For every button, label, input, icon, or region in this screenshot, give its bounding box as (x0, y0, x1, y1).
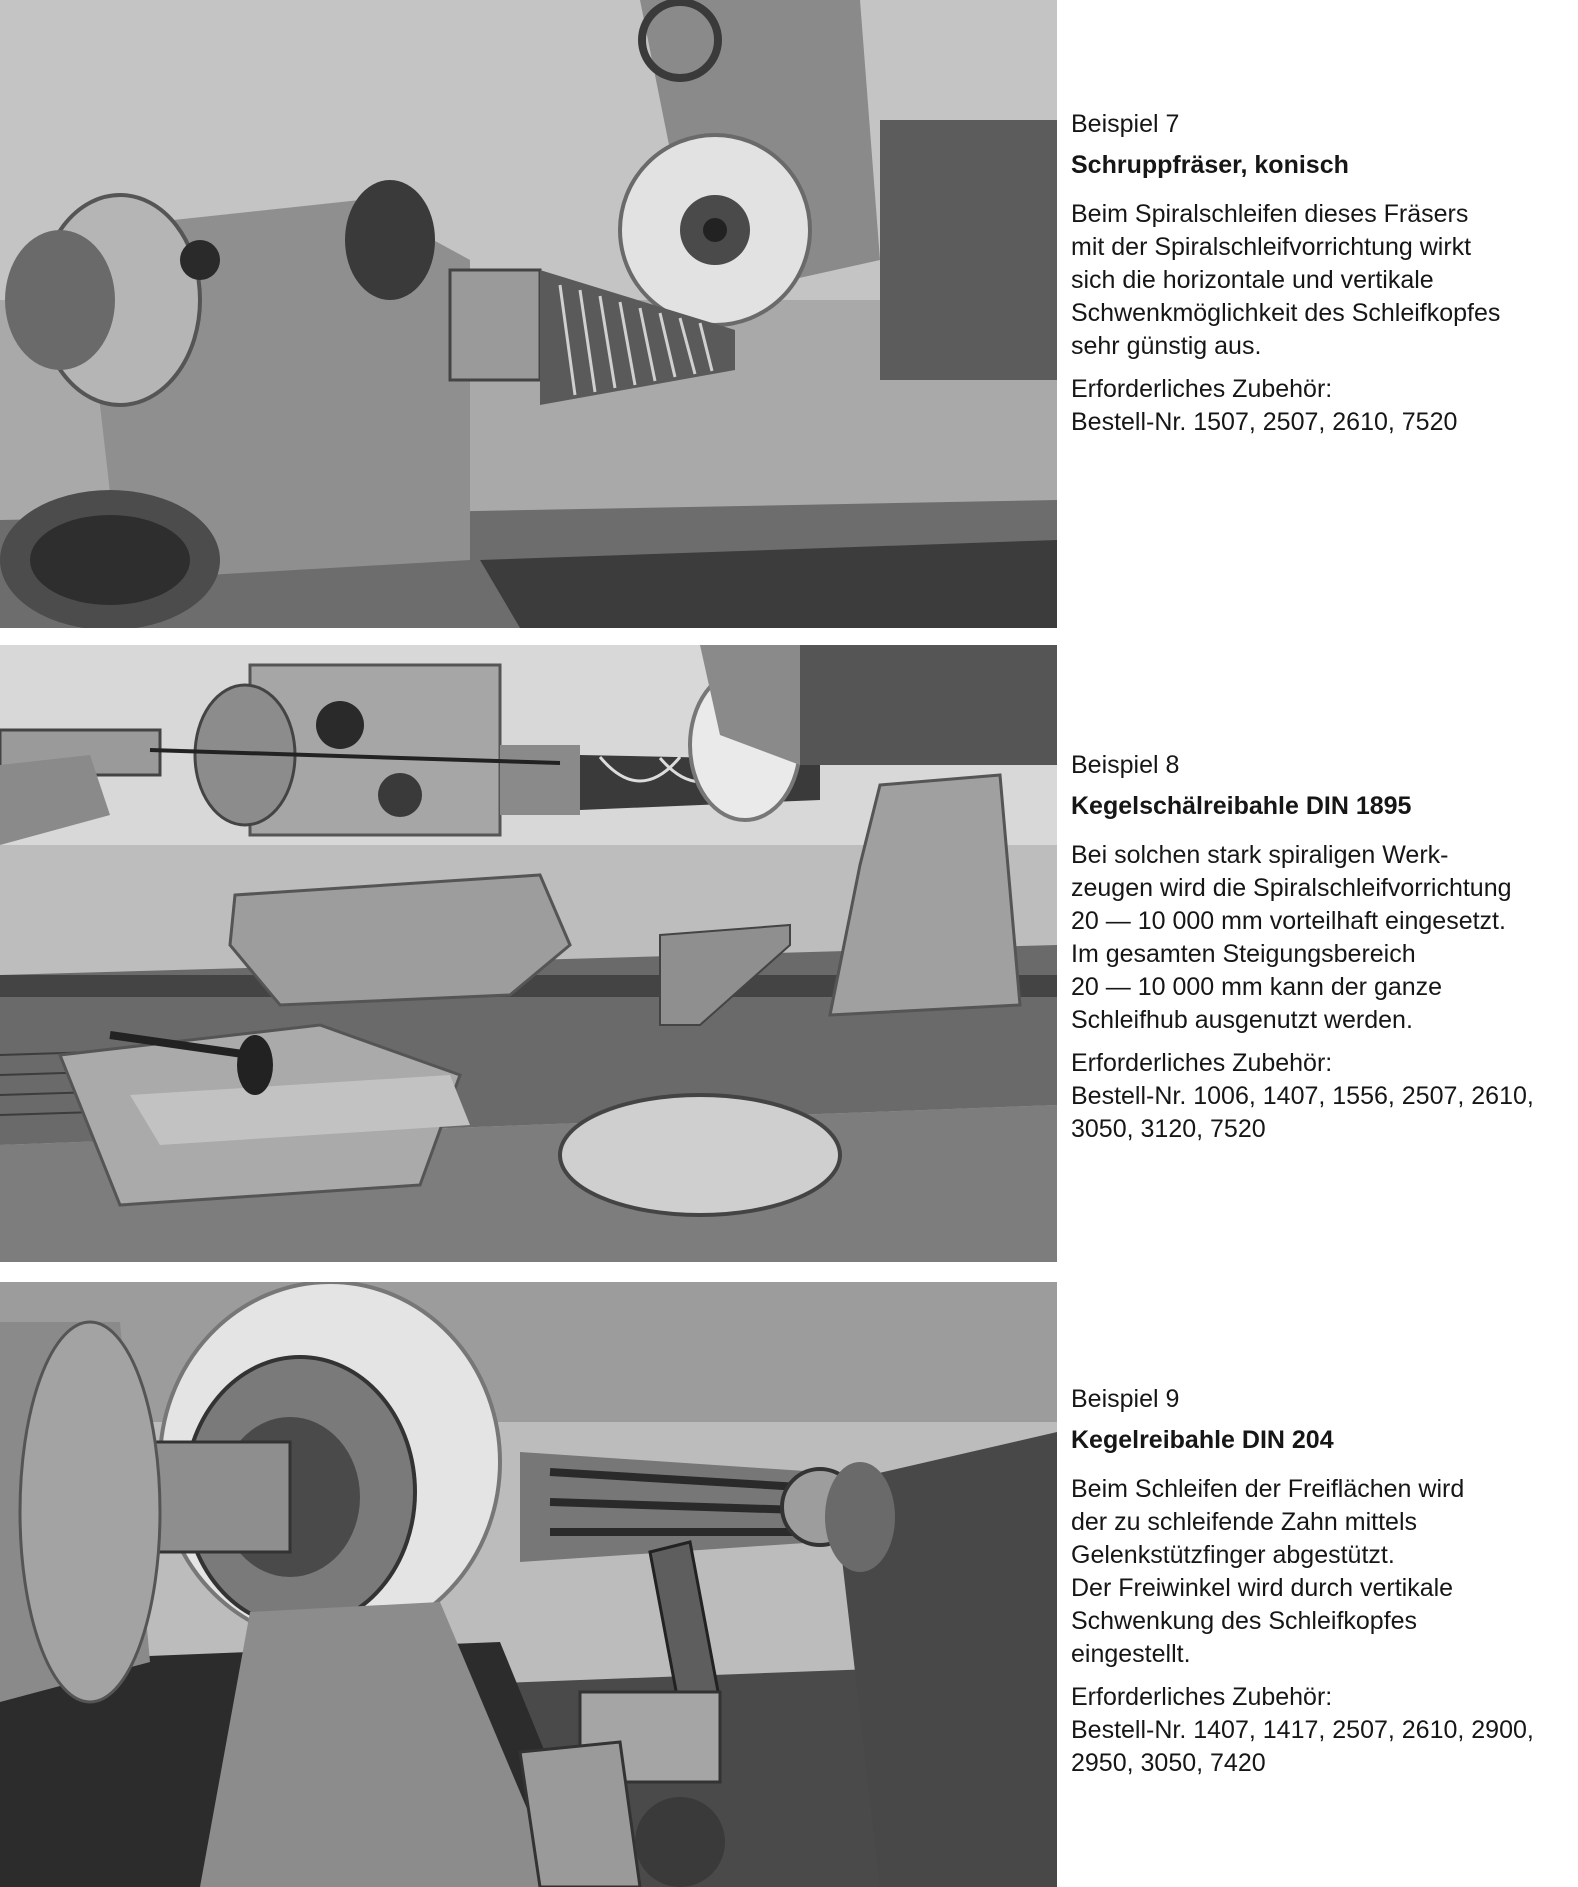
accessories-label: Erforderliches Zubehör: (1071, 375, 1333, 403)
accessories-label: Erforderliches Zubehör: (1071, 1683, 1333, 1711)
example-label: Beispiel 7 (1071, 110, 1180, 138)
example-label: Beispiel 8 (1071, 751, 1180, 779)
photo-example-7 (0, 0, 1057, 628)
caption-example-7 (1071, 108, 1571, 439)
example-title: Kegelschälreibahle DIN 1895 (1071, 792, 1412, 820)
example-title: Kegelreibahle DIN 204 (1071, 1426, 1334, 1454)
photo-example-9 (0, 1282, 1057, 1887)
example-description: Beim Schleifen der Freiflächen wird der zu schleifende Zahn mittels Gelenkstützfinger abgestützt. Der Freiwinkel wird durch vertikale Schwenkung des Schleifkopfes eingestellt. (1071, 1475, 1465, 1668)
example-description: Beim Spiralschleifen dieses Fräsers mit der Spiralschleifvorrichtung wirkt sich die horizontale und vertikale Schwenkmöglichkeit des Schleifkopfes sehr günstig aus. (1071, 200, 1501, 360)
example-label: Beispiel 9 (1071, 1385, 1180, 1413)
accessories-label: Erforderliches Zubehör: (1071, 1049, 1333, 1077)
photo-example-8 (0, 645, 1057, 1262)
caption-example-9 (1071, 1383, 1571, 1780)
order-numbers: Bestell-Nr. 1006, 1407, 1556, 2507, 2610, 3050, 3120, 7520 (1071, 1082, 1534, 1143)
caption-example-8 (1071, 749, 1571, 1146)
order-numbers: Bestell-Nr. 1507, 2507, 2610, 7520 (1071, 408, 1458, 436)
example-title: Schruppfräser, konisch (1071, 151, 1349, 179)
order-numbers: Bestell-Nr. 1407, 1417, 2507, 2610, 2900, 2950, 3050, 7420 (1071, 1716, 1534, 1777)
example-description: Bei solchen stark spiraligen Werk- zeugen wird die Spiralschleifvorrichtung 20 — 10 000 mm vorteilhaft eingesetzt. Im gesamten Steigungsbereich 20 — 10 000 mm kann der ganze Schleifhub ausgenutzt werden. (1071, 841, 1512, 1034)
